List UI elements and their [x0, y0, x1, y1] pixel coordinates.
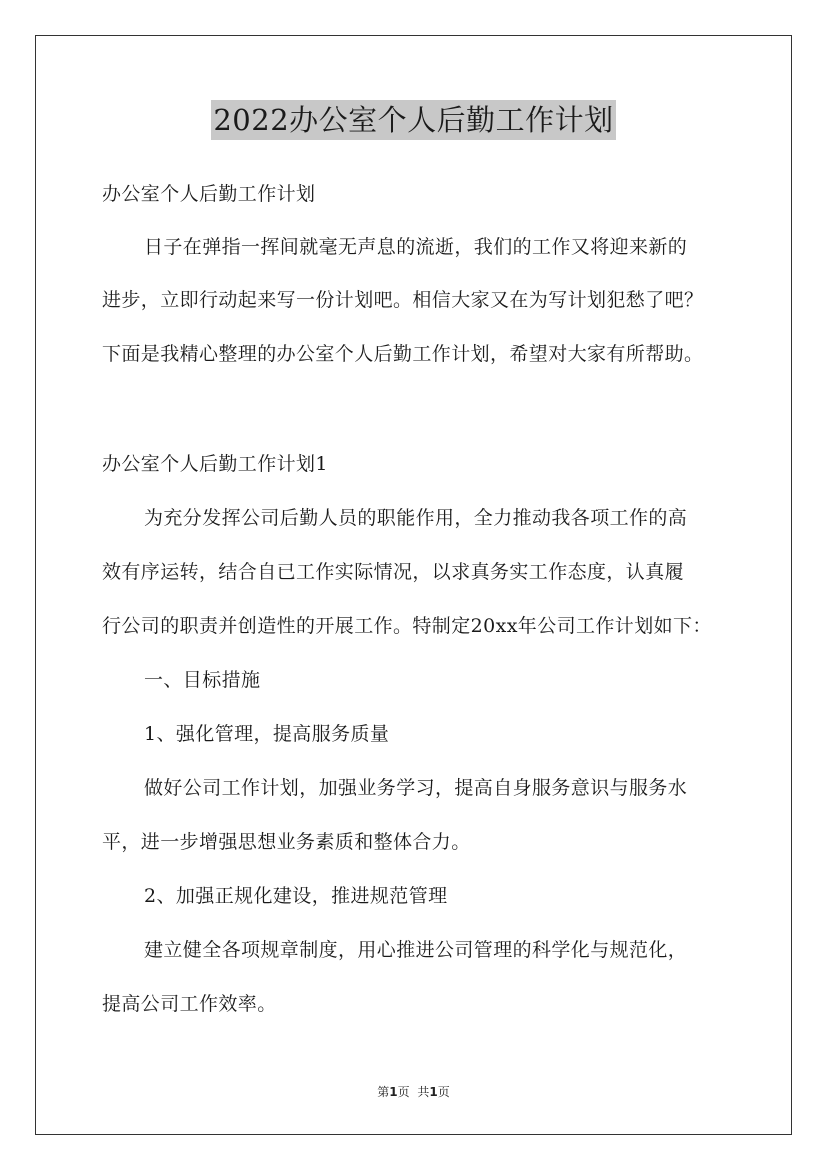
intro-line-3: 下面是我精心整理的办公室个人后勤工作计划，希望对大家有所帮助。 — [102, 343, 704, 365]
footer-total-prefix: 共 — [417, 1085, 430, 1099]
intro-line-2: 进步，立即行动起来写一份计划吧。相信大家又在为写计划犯愁了吧？ — [102, 289, 704, 311]
section1-title: 办公室个人后勤工作计划1 — [102, 453, 328, 475]
footer-page-prefix: 第 — [377, 1085, 390, 1099]
section1-line-2: 效有序运转，结合自已工作实际情况，以求真务实工作态度，认真履 — [102, 561, 685, 583]
page-footer — [0, 1084, 827, 1100]
document-subtitle: 办公室个人后勤工作计划 — [102, 183, 316, 205]
item2-line-2: 提高公司工作效率。 — [102, 993, 277, 1015]
footer-total-pages: 1 — [429, 1085, 438, 1099]
title-wrap — [0, 100, 827, 140]
footer-total-suffix: 页 — [437, 1085, 450, 1099]
item2-line-1: 建立健全各项规章制度，用心推进公司管理的科学化与规范化， — [144, 939, 688, 961]
section1-line-3: 行公司的职责并创造性的开展工作。特制定20xx年公司工作计划如下： — [102, 615, 712, 637]
item2-title: 2、加强正规化建设，推进规范管理 — [144, 885, 448, 907]
document-title: 2022办公室个人后勤工作计划 — [211, 100, 615, 140]
intro-line-1: 日子在弹指一挥间就毫无声息的流逝，我们的工作又将迎来新的 — [144, 236, 688, 258]
footer-page-current: 1 — [389, 1085, 398, 1099]
item1-title: 1、强化管理，提高服务质量 — [144, 723, 390, 745]
section1-line-1: 为充分发挥公司后勤人员的职能作用，全力推动我各项工作的高 — [144, 507, 688, 529]
heading-goals: 一、目标措施 — [144, 669, 261, 691]
item1-line-1: 做好公司工作计划，加强业务学习，提高自身服务意识与服务水 — [144, 777, 688, 799]
footer-page-suffix: 页 — [397, 1085, 410, 1099]
item1-line-2: 平，进一步增强思想业务素质和整体合力。 — [102, 831, 471, 853]
